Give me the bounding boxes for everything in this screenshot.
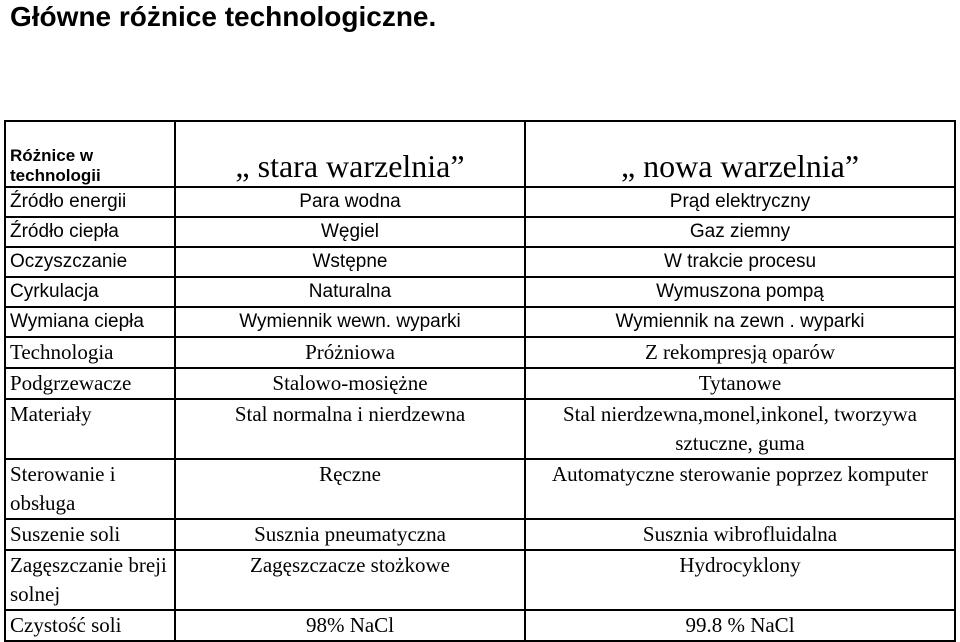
row-label: Technologia [5,337,175,368]
row-label: Czystość soli [5,610,175,641]
table-row [5,610,955,641]
row-label: Materiały [5,399,175,459]
row-new-value: Wymiennik na zewn . wyparki [525,307,955,337]
row-old-value: Wstępne [175,247,525,277]
row-new-value: Tytanowe [525,368,955,399]
comparison-table [4,120,956,642]
row-old-value: Naturalna [175,277,525,307]
row-new-value: Stal nierdzewna,monel,inkonel, tworzywa sztuczne, guma [525,399,955,459]
header-old-brewery: „ stara warzelnia” [175,121,525,187]
row-old-value: Para wodna [175,187,525,217]
row-new-value: Z rekompresją oparów [525,337,955,368]
row-label: Źródło ciepła [5,217,175,247]
table-row [5,247,955,277]
table-row [5,550,955,610]
header-label: Różnice w technologii [5,121,175,187]
table-header-row [5,121,955,187]
row-new-value: Susznia wibrofluidalna [525,519,955,550]
row-old-value: Próżniowa [175,337,525,368]
row-new-value: 99.8 % NaCl [525,610,955,641]
row-label: Wymiana ciepła [5,307,175,337]
row-new-value: Wymuszona pompą [525,277,955,307]
row-new-value: Hydrocyklony [525,550,955,610]
row-new-value: Automatyczne sterowanie poprzez komputer [525,459,955,519]
row-old-value: Wymiennik wewn. wyparki [175,307,525,337]
table-row [5,368,955,399]
row-old-value: Stalowo-mosiężne [175,368,525,399]
row-label: Źródło energii [5,187,175,217]
row-old-value: Ręczne [175,459,525,519]
table-row [5,399,955,459]
table-row [5,217,955,247]
row-old-value: 98% NaCl [175,610,525,641]
row-label: Oczyszczanie [5,247,175,277]
table-row [5,337,955,368]
row-new-value: Gaz ziemny [525,217,955,247]
table-row [5,277,955,307]
row-old-value: Węgiel [175,217,525,247]
header-new-brewery: „ nowa warzelnia” [525,121,955,187]
row-old-value: Susznia pneumatyczna [175,519,525,550]
table-row [5,187,955,217]
page-title: Główne różnice technologiczne. [10,1,437,32]
table-row [5,519,955,550]
table-row [5,459,955,519]
row-new-value: W trakcie procesu [525,247,955,277]
row-old-value: Zagęszczacze stożkowe [175,550,525,610]
row-label: Suszenie soli [5,519,175,550]
row-old-value: Stal normalna i nierdzewna [175,399,525,459]
row-label: Sterowanie i obsługa [5,459,175,519]
row-label: Podgrzewacze [5,368,175,399]
table-row [5,307,955,337]
row-label: Zagęszczanie breji solnej [5,550,175,610]
row-new-value: Prąd elektryczny [525,187,955,217]
row-label: Cyrkulacja [5,277,175,307]
